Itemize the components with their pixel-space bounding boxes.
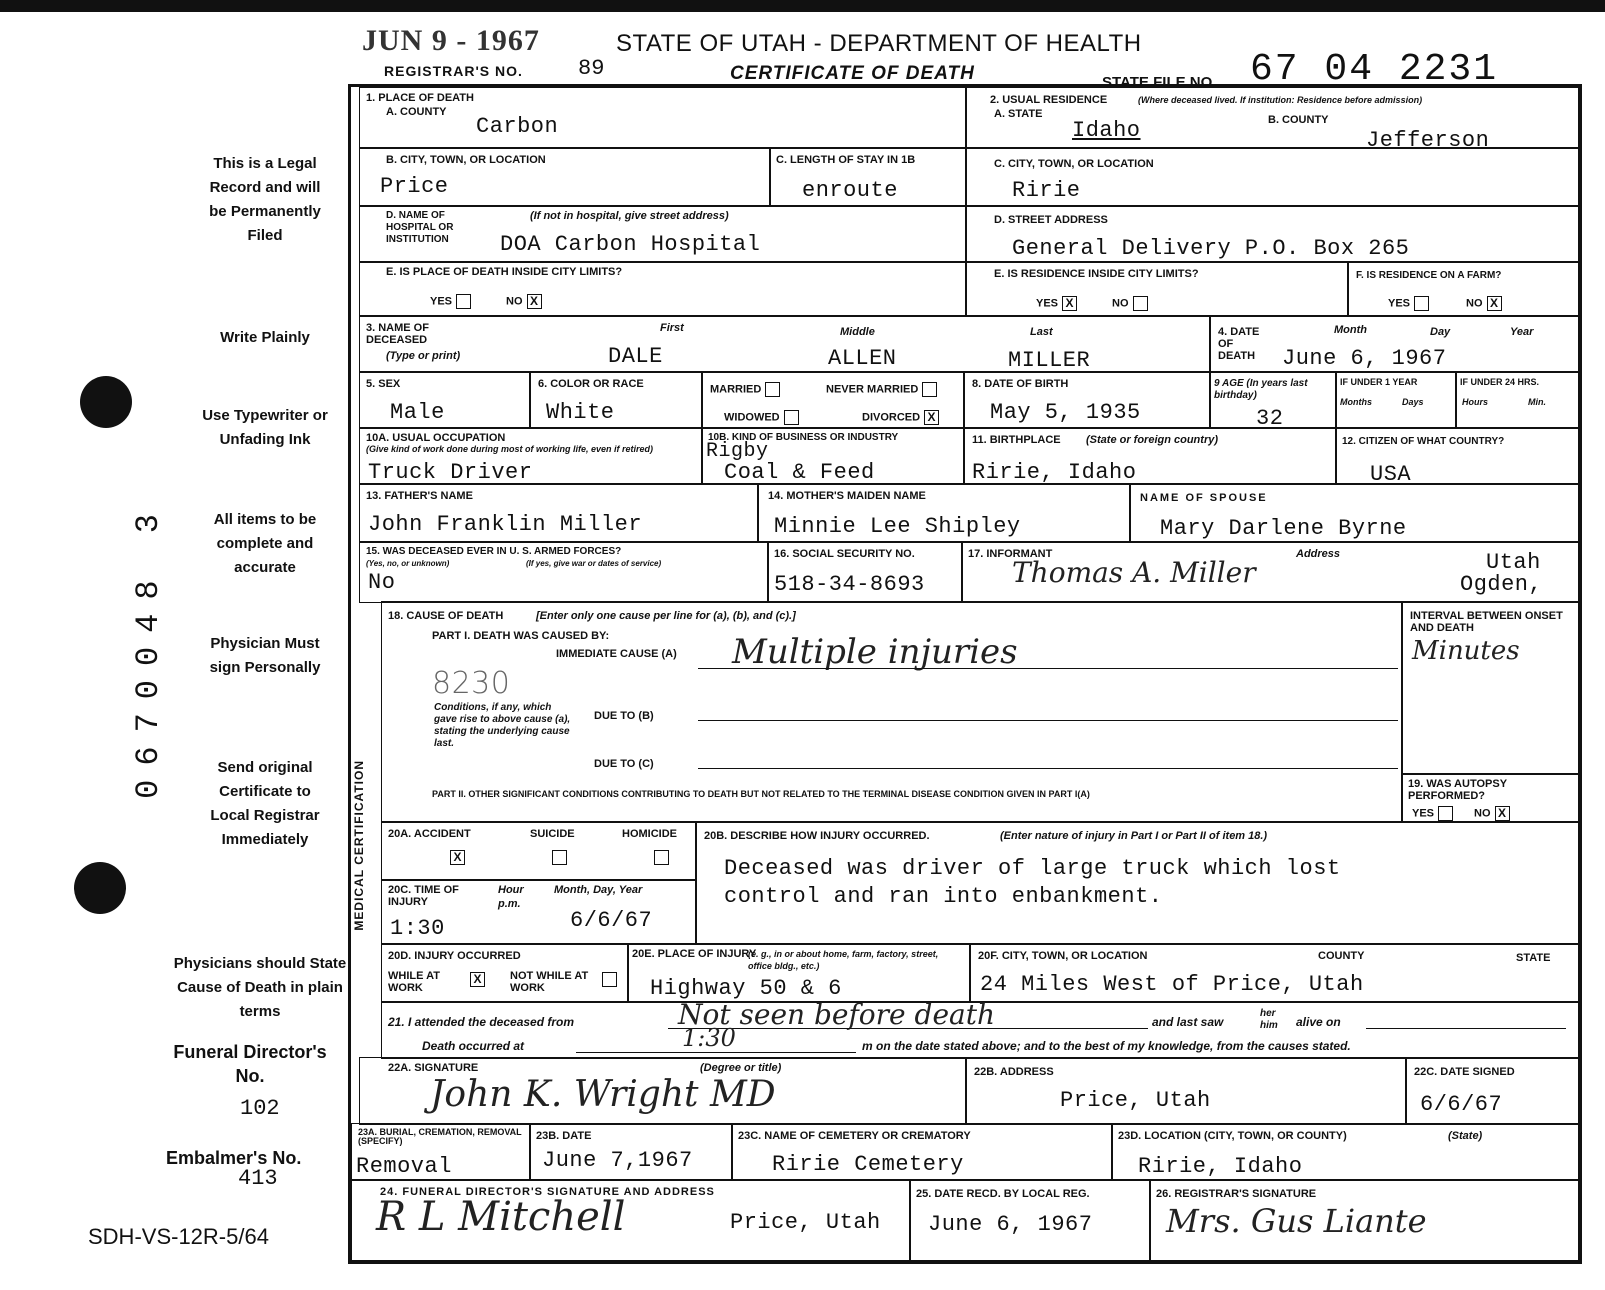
label-months: Months: [1340, 397, 1372, 407]
label-occupation-note: (Give kind of work done during most of working life, even if retired): [366, 444, 654, 454]
label-res-city: C. CITY, TOWN, OR LOCATION: [994, 158, 1154, 170]
yes-label: YES: [1036, 297, 1059, 310]
cell-birthplace: [963, 427, 1337, 485]
label-citizen: 12. CITIZEN OF WHAT COUNTRY?: [1342, 436, 1505, 447]
cell-manner: [381, 821, 697, 881]
cell-hospital: [359, 205, 967, 263]
label-death-occurred: Death occurred at: [422, 1039, 525, 1053]
cell-interval: [1401, 601, 1579, 775]
line-due-c: [698, 768, 1398, 769]
label-due-to-b: DUE TO (B): [594, 710, 654, 722]
label-residence-note: (Where deceased lived. If institution: Residence before admission): [1138, 95, 1423, 105]
label-burial: 23A. BURIAL, CREMATION, REMOVAL (SPECIFY): [358, 1127, 522, 1146]
married-label: MARRIED: [710, 383, 762, 396]
funeral-director-label: Funeral Director's No.: [173, 1042, 327, 1086]
label-accident: 20A. ACCIDENT: [388, 828, 471, 840]
top-scan-border: [0, 0, 1605, 12]
value-informant-state: Utah: [1486, 550, 1541, 575]
value-citizen: USA: [1370, 462, 1412, 487]
cell-autopsy: [1401, 773, 1579, 823]
yes-label: YES: [430, 295, 453, 308]
value-age: 32: [1256, 406, 1284, 431]
label-date-of-death: 4. DATE OF DEATH: [1218, 326, 1260, 362]
label-suicide: SUICIDE: [530, 828, 575, 840]
checkbox: [456, 294, 471, 309]
label-while-at-work: WHILE AT WORK: [388, 970, 440, 994]
label-age: 9 AGE (In years last birthday): [1214, 378, 1308, 401]
label-date-received: 25. DATE RECD. BY LOCAL REG.: [916, 1188, 1090, 1200]
cell-sex: [359, 371, 531, 429]
label-last: Last: [1030, 326, 1053, 338]
checkbox-checked: X: [1495, 806, 1510, 821]
label-hospital-note: (If not in hospital, give street address): [530, 210, 729, 222]
never-married-label: NEVER MARRIED: [826, 383, 919, 396]
state-file-no: 67 04 2231: [1250, 48, 1499, 91]
cell-place-of-injury: [627, 943, 971, 1003]
value-res-city: Ririe: [1012, 178, 1081, 203]
cell-marital: [701, 371, 965, 429]
cell-business: [701, 427, 965, 485]
label-hospital: D. NAME OF HOSPITAL OR INSTITUTION: [386, 210, 454, 245]
value-injury-desc-2: control and ran into enbankment.: [724, 884, 1163, 909]
cell-date-of-death: [1209, 315, 1579, 373]
value-occupation: Truck Driver: [368, 460, 533, 485]
cell-citizen: [1335, 427, 1579, 485]
cell-time-of-injury: [381, 879, 697, 945]
value-interval: Minutes: [1412, 636, 1520, 666]
value-physician-address: Price, Utah: [1060, 1088, 1211, 1113]
label-farm: F. IS RESIDENCE ON A FARM?: [1356, 270, 1502, 281]
value-mother: Minnie Lee Shipley: [774, 514, 1021, 539]
label-middle: Middle: [840, 326, 875, 338]
cell-age: [1209, 371, 1337, 429]
embalmer-label: Embalmer's No.: [166, 1148, 302, 1168]
no-label: NO: [506, 295, 523, 308]
label-name: 3. NAME OF DECEASED: [366, 322, 429, 346]
value-informant-city: Ogden,: [1460, 572, 1543, 597]
certificate-form: [348, 84, 1582, 1264]
label-degree: (Degree or title): [700, 1062, 782, 1074]
value-death-time: 1:30: [682, 1024, 736, 1052]
label-injury-city: 20F. CITY, TOWN, OR LOCATION: [978, 950, 1148, 962]
value-hospital: DOA Carbon Hospital: [500, 232, 761, 257]
label-alive-on: alive on: [1296, 1015, 1341, 1029]
value-date-of-death: June 6, 1967: [1282, 346, 1447, 371]
label-describe-note: (Enter nature of injury in Part I or Part II of item 18.): [1000, 830, 1268, 842]
label-ssn: 16. SOCIAL SECURITY NO.: [774, 548, 915, 560]
label-under-1-year: IF UNDER 1 YEAR: [1340, 377, 1418, 387]
checkbox-accident[interactable]: X: [450, 850, 465, 865]
registrar-signature: Mrs. Gus Liante: [1166, 1202, 1427, 1240]
form-number: SDH-VS-12R-5/64: [88, 1224, 269, 1249]
checkbox-farm-no[interactable]: [1466, 296, 1502, 311]
label-hours: Hours: [1462, 397, 1489, 407]
cell-armed-forces: [359, 541, 769, 603]
sidenote-legal: This is a Legal Record and will be Permanently Filed: [209, 155, 321, 244]
cell-injury-occurred: [381, 943, 629, 1003]
checkbox: [1414, 296, 1429, 311]
label-interval: INTERVAL BETWEEN ONSET AND DEATH: [1410, 610, 1563, 634]
value-last-name: MILLER: [1008, 348, 1091, 373]
certificate-title: CERTIFICATE OF DEATH: [730, 63, 975, 84]
state-title: STATE OF UTAH - DEPARTMENT OF HEALTH: [616, 30, 1142, 57]
label-street: D. STREET ADDRESS: [994, 214, 1108, 226]
label-res-county: B. COUNTY: [1268, 114, 1329, 126]
label-place-of-injury: 20E. PLACE OF INJURY: [632, 948, 757, 960]
yes-label: YES: [1388, 297, 1411, 310]
label-informant: 17. INFORMANT: [968, 548, 1053, 560]
label-spouse: NAME OF SPOUSE: [1140, 492, 1268, 504]
value-funeral-director-address: Price, Utah: [730, 1210, 881, 1235]
line-attended: [668, 1028, 1148, 1029]
cell-residence-state: [965, 87, 1579, 153]
cell-cause-of-death: [381, 601, 1403, 823]
cell-race: [529, 371, 703, 429]
cell-burial: [351, 1123, 531, 1181]
line-due-b: [698, 720, 1398, 721]
value-immediate-cause: Multiple injuries: [732, 632, 1018, 672]
label-immediate-cause: IMMEDIATE CAUSE (A): [556, 648, 677, 660]
label-month: Month: [1334, 324, 1367, 336]
value-res-state: Idaho: [1072, 118, 1141, 143]
label-due-to-c: DUE TO (C): [594, 758, 654, 770]
value-res-county: Jefferson: [1366, 128, 1490, 153]
label-sex: 5. SEX: [366, 378, 401, 390]
value-sex: Male: [390, 400, 445, 425]
label-under-24-hrs: IF UNDER 24 HRS.: [1460, 377, 1540, 387]
checkbox-autopsy-no[interactable]: [1474, 806, 1510, 821]
label-father: 13. FATHER'S NAME: [366, 490, 473, 502]
label-res-state: A. STATE: [994, 108, 1043, 120]
cell-under-24-hrs: [1455, 371, 1579, 429]
label-part1: PART I. DEATH WAS CAUSED BY:: [432, 630, 610, 642]
line-alive-on: [1366, 1028, 1566, 1029]
label-cemetery: 23C. NAME OF CEMETERY OR CREMATORY: [738, 1130, 971, 1142]
checkbox: [765, 382, 780, 397]
registrar-no-label: REGISTRAR'S NO.: [384, 63, 523, 79]
checkbox-not-while-at-work[interactable]: [602, 972, 617, 987]
label-birthplace: 11. BIRTHPLACE: [972, 434, 1061, 446]
label-county: A. COUNTY: [386, 106, 447, 118]
cell-attended: [381, 998, 1579, 1059]
label-injury-occurred: 20D. INJURY OCCURRED: [388, 950, 521, 962]
label-her-him: her him: [1260, 1008, 1278, 1031]
line-immediate: [698, 668, 1398, 669]
checkbox-while-at-work[interactable]: X: [470, 972, 485, 987]
value-cemetery: Ririe Cemetery: [772, 1152, 964, 1177]
checkbox-checked: X: [924, 410, 939, 425]
cell-residence-city: [965, 147, 1579, 207]
cell-city: [359, 147, 771, 207]
cell-date-signed: [1405, 1057, 1579, 1125]
value-dob: May 5, 1935: [990, 400, 1141, 425]
value-middle-name: ALLEN: [828, 346, 897, 371]
checkbox-suicide[interactable]: [552, 850, 567, 865]
label-dob: 8. DATE OF BIRTH: [972, 378, 1069, 390]
embalmer-no: 413: [238, 1166, 278, 1191]
registrar-no: 89: [578, 56, 605, 81]
label-first: First: [660, 322, 684, 334]
cell-under-1-year: [1335, 371, 1457, 429]
funeral-director-signature: R L Mitchell: [376, 1194, 626, 1240]
label-business: 10B. KIND OF BUSINESS OR INDUSTRY: [708, 432, 899, 443]
checkbox: [922, 382, 937, 397]
label-cause-note: [Enter only one cause per line for (a), (b), and (c).]: [536, 610, 796, 622]
punch-hole-bottom: [74, 862, 126, 914]
cell-occupation: [359, 427, 703, 485]
vertical-record-number: 0670048 3: [130, 500, 167, 799]
label-length-of-stay: C. LENGTH OF STAY IN 1B: [776, 154, 916, 166]
value-burial-location: Ririe, Idaho: [1138, 1154, 1303, 1179]
yes-label: YES: [1412, 807, 1435, 820]
label-inside-city-limits: E. IS PLACE OF DEATH INSIDE CITY LIMITS?: [386, 266, 623, 278]
value-date-of-injury: 6/6/67: [570, 908, 653, 933]
sidenote-send: Send original Certificate to Local Registrar Immediately: [210, 759, 320, 848]
medical-certification-label: MEDICAL CERTIFICATION: [352, 760, 366, 931]
date-stamp: JUN 9 - 1967: [362, 24, 540, 57]
checkbox-checked: X: [1487, 296, 1502, 311]
label-city: B. CITY, TOWN, OR LOCATION: [386, 154, 546, 166]
cell-injury-location: [969, 943, 1579, 1003]
label-injury-county: COUNTY: [1318, 950, 1365, 962]
label-burial-date: 23B. DATE: [536, 1130, 592, 1142]
checkbox-divorced[interactable]: [862, 410, 939, 425]
label-mother: 14. MOTHER'S MAIDEN NAME: [768, 490, 926, 502]
checkbox-death-limits-no[interactable]: [506, 294, 542, 309]
line-death-time: [576, 1052, 856, 1053]
label-race: 6. COLOR OR RACE: [538, 378, 644, 390]
label-usual-residence: 2. USUAL RESIDENCE: [990, 94, 1108, 106]
value-injury-location: 24 Miles West of Price, Utah: [980, 972, 1364, 997]
checkbox-married[interactable]: [710, 382, 780, 397]
cell-father: [359, 483, 759, 543]
physician-signature: John K. Wright MD: [430, 1074, 776, 1115]
checkbox-checked: X: [1062, 296, 1077, 311]
value-death-county: Carbon: [476, 114, 559, 139]
label-last-saw: and last saw: [1152, 1015, 1224, 1029]
label-armed-forces: 15. WAS DECEASED EVER IN U. S. ARMED FORCES?: [366, 546, 622, 557]
punch-hole-top: [80, 376, 132, 428]
sidenote-physicians-should: Physicians should State Cause of Death in plain terms: [173, 955, 347, 1020]
cell-res-limits: [965, 261, 1349, 317]
cell-registrar-signature: [1149, 1179, 1579, 1261]
label-injury-state: STATE: [1516, 952, 1551, 964]
checkbox-farm-yes[interactable]: [1388, 296, 1429, 311]
label-burial-location: 23D. LOCATION (CITY, TOWN, OR COUNTY): [1118, 1130, 1347, 1142]
label-birthplace-note: (State or foreign country): [1086, 434, 1219, 446]
label-describe-injury: 20B. DESCRIBE HOW INJURY OCCURRED.: [704, 830, 930, 842]
label-time-of-injury: 20C. TIME OF INJURY: [388, 884, 459, 908]
cell-county: [359, 87, 967, 149]
cell-dob: [963, 371, 1211, 429]
cell-injury-description: [695, 821, 1579, 945]
cell-inside-limits: [359, 261, 967, 317]
cell-cemetery: [731, 1123, 1113, 1181]
value-first-name: DALE: [608, 344, 663, 369]
label-cause: 18. CAUSE OF DEATH: [388, 610, 504, 622]
checkbox-res-limits-yes[interactable]: [1036, 296, 1077, 311]
label-day: Day: [1430, 326, 1451, 338]
checkbox: [1438, 806, 1453, 821]
value-injury-desc-1: Deceased was driver of large truck which lost: [724, 856, 1341, 881]
cell-farm: [1347, 261, 1579, 317]
label-pm: p.m.: [498, 898, 521, 910]
value-time-of-injury: 1:30: [390, 916, 445, 941]
state-file-label: STATE FILE NO.: [1102, 74, 1217, 91]
checkbox-checked: X: [527, 294, 542, 309]
label-mdy: Month, Day, Year: [554, 884, 643, 896]
cell-burial-location: [1111, 1123, 1579, 1181]
label-year: Year: [1510, 326, 1534, 338]
no-label: NO: [1466, 297, 1483, 310]
label-not-while-at-work: NOT WHILE AT WORK: [510, 970, 589, 994]
cell-spouse: [1129, 483, 1579, 543]
cell-informant: [961, 541, 1579, 603]
sidenote-complete: All items to be complete and accurate: [213, 511, 317, 576]
cell-physician-signature: [359, 1057, 967, 1125]
label-days: Days: [1402, 397, 1424, 407]
label-place-of-death: 1. PLACE OF DEATH: [366, 92, 474, 104]
cell-funeral-director: [351, 1179, 911, 1261]
label-signature: 22A. SIGNATURE: [388, 1062, 479, 1074]
value-father: John Franklin Miller: [368, 512, 643, 537]
value-date-received: June 6, 1967: [928, 1212, 1093, 1237]
label-res-limits: E. IS RESIDENCE INSIDE CITY LIMITS?: [994, 268, 1199, 280]
label-homicide: HOMICIDE: [622, 828, 677, 840]
sidenote-typewriter: Use Typewriter or Unfading Ink: [202, 407, 328, 448]
label-attest: m on the date stated above; and to the best of my knowledge, from the causes stated.: [862, 1039, 1351, 1053]
cell-ssn: [767, 541, 963, 603]
value-ssn: 518-34-8693: [774, 572, 925, 597]
value-date-signed: 6/6/67: [1420, 1092, 1503, 1117]
checkbox-death-limits-yes[interactable]: [430, 294, 471, 309]
label-min: Min.: [1528, 397, 1546, 407]
value-burial-date: June 7,1967: [542, 1148, 693, 1173]
cell-physician-address: [965, 1057, 1407, 1125]
label-autopsy: 19. WAS AUTOPSY PERFORMED?: [1408, 778, 1507, 802]
label-armed-note2: (If yes, give war or dates of service): [526, 559, 662, 568]
funeral-director-no: 102: [240, 1096, 280, 1121]
value-burial: Removal: [356, 1154, 452, 1179]
label-burial-state: (State): [1448, 1130, 1483, 1142]
value-business: Coal & Feed: [724, 460, 875, 485]
value-stay: enroute: [802, 178, 898, 203]
label-place-note: (e. g., in or about home, farm, factory, street, office bldg., etc.): [748, 949, 939, 971]
value-street: General Delivery P.O. Box 265: [1012, 236, 1410, 261]
cell-residence-street: [965, 205, 1579, 263]
label-conditions: Conditions, if any, which gave rise to above cause (a), stating the underlying cause last.: [434, 702, 571, 749]
label-hour: Hour: [498, 884, 524, 896]
value-place-of-injury: Highway 50 & 6: [650, 976, 842, 1001]
cell-burial-date: [529, 1123, 733, 1181]
cell-date-received: [909, 1179, 1151, 1261]
label-date-signed: 22C. DATE SIGNED: [1414, 1066, 1515, 1078]
checkbox-never-married[interactable]: [826, 382, 937, 397]
widowed-label: WIDOWED: [724, 411, 780, 424]
checkbox-homicide[interactable]: [654, 850, 669, 865]
label-funeral-director: 24. FUNERAL DIRECTOR'S SIGNATURE AND ADDRESS: [380, 1186, 715, 1198]
sidenote-physician: Physician Must sign Personally: [209, 635, 321, 676]
label-part2: PART II. OTHER SIGNIFICANT CONDITIONS CONTRIBUTING TO DEATH BUT NOT RELATED TO THE TERMINAL DISEASE CONDITION GIVEN IN PART I(A): [432, 789, 1090, 799]
checkbox: [784, 410, 799, 425]
no-label: NO: [1112, 297, 1129, 310]
value-attended-from: Not seen before death: [678, 998, 995, 1031]
informant-signature: Thomas A. Miller: [1012, 556, 1256, 589]
no-label: NO: [1474, 807, 1491, 820]
label-armed-note1: (Yes, no, or unknown): [366, 559, 450, 568]
value-armed-forces: No: [368, 570, 396, 595]
value-death-city: Price: [380, 174, 449, 199]
cell-name: [359, 315, 1211, 373]
divorced-label: DIVORCED: [862, 411, 921, 424]
sidenote-write-plainly: Write Plainly: [220, 329, 310, 346]
label-attended-from: 21. I attended the deceased from: [388, 1015, 575, 1029]
checkbox-res-limits-no[interactable]: [1112, 296, 1148, 311]
label-physician-address: 22B. ADDRESS: [974, 1066, 1054, 1078]
checkbox-autopsy-yes[interactable]: [1412, 806, 1453, 821]
label-type-or-print: (Type or print): [386, 350, 461, 362]
label-informant-address: Address: [1296, 548, 1341, 560]
value-cause-code: 8230: [432, 666, 511, 701]
cell-stay: [769, 147, 967, 207]
label-occupation: 10A. USUAL OCCUPATION: [366, 432, 506, 444]
checkbox-widowed[interactable]: [724, 410, 799, 425]
checkbox: [1133, 296, 1148, 311]
value-spouse: Mary Darlene Byrne: [1160, 516, 1407, 541]
label-registrar-signature: 26. REGISTRAR'S SIGNATURE: [1156, 1188, 1317, 1200]
cell-mother: [757, 483, 1131, 543]
value-birthplace: Ririe, Idaho: [972, 460, 1137, 485]
value-business-town: Rigby: [706, 440, 769, 463]
value-race: White: [546, 400, 615, 425]
